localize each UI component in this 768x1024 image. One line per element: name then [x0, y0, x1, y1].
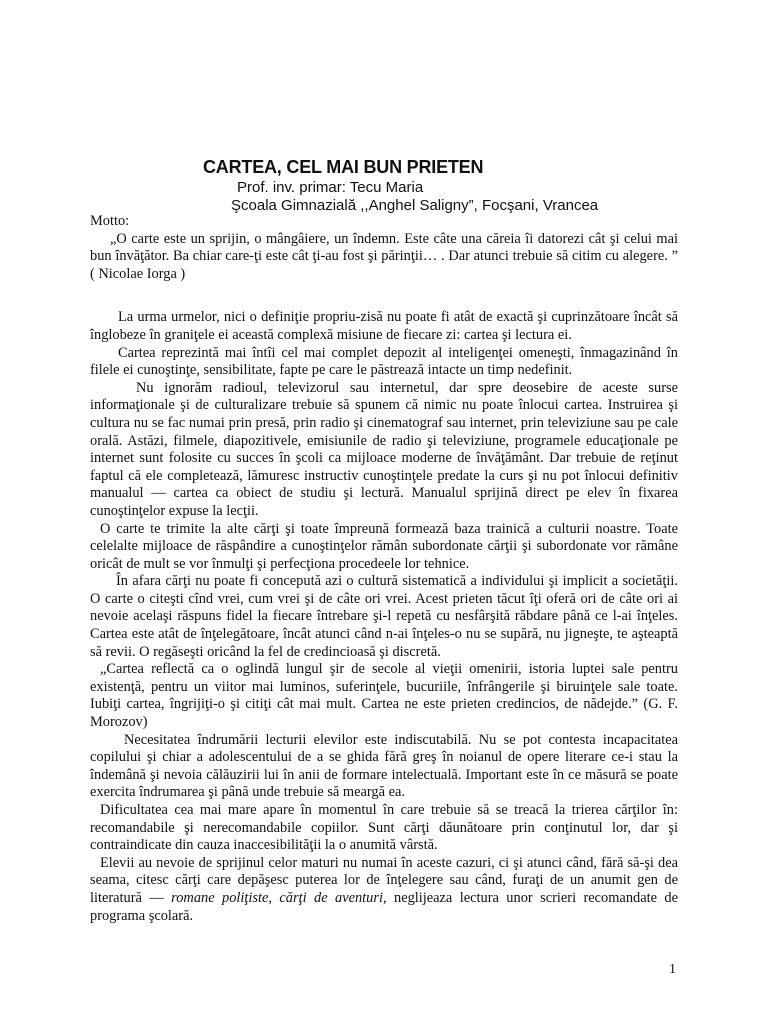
- school-line: Şcoala Gimnazială ,,Anghel Saligny”, Focşani, Vrancea: [231, 197, 599, 214]
- document-title: CARTEA, CEL MAI BUN PRIETEN: [203, 157, 484, 177]
- motto-label: Motto:: [90, 213, 130, 229]
- paragraph: Necesitatea îndrumării lecturii elevilor este indiscutabilă. Nu se pot contesta incapacitatea copilului şi chiar a adolescentului de a se ghida fără greş în noianul de opere literare ce-i stau la îndemână şi nevoia călăuzirii lui în anii de formare intelectuală. Important este în ce măsură se poate exercita îndrumarea şi până unde trebuie să meargă ea.: [90, 731, 678, 801]
- paragraph: Nu ignorăm radioul, televizorul sau internetul, dar spre deosebire de aceste surse informaţionale şi de culturalizare trebuie să spunem că nimic nu poate înlocui cartea. Instruirea şi cultura nu se fac numai prin presă, prin radio şi cinematograf sau internet, prin televiziune sau pe cale orală. Astăzi, filmele, diapozitivele, emisiunile de radio şi televiziune, programele educaţionale pe internet sunt folosite cu succes în şcoli ca mijloace moderne de învăţământ. Dar trebuie de reţinut faptul că ele completează, lămuresc instructiv cunoştinţele predate la curs şi nu pot înlocui definitiv manualul — cartea ca obiect de studiu şi lectură. Manualul sprijină direct pe elev în fixarea cunoştinţelor expuse la lecţii.: [90, 379, 678, 519]
- paragraph-gap: [90, 283, 678, 309]
- paragraph-last-ending: neglijeaza lectura unor scrieri recomandate de programa şcolară.: [90, 889, 678, 924]
- motto-quote: „O carte este un sprijin, o mângâiere, un îndemn. Este câte una căreia îi datorezi cât şi celui mai bun învăţător. Ba chiar care-ţi este cât ţi-au fost şi părinţii… . Dar atunci trebuie să citim cu alegere. ” ( Nicolae Iorga ): [90, 230, 678, 282]
- paragraph: O carte te trimite la alte cărţi şi toate împreună formează baza trainică a culturii noastre. Toate celelalte mijloace de răspândire a cunoştinţelor rămân subordonate cărţii şi subordonate vor rămâne oricât de mult se vor înmulţi şi perfecţiona procedeele lor tehnice.: [90, 520, 678, 572]
- document-body: [90, 213, 678, 925]
- paragraph: Cartea reprezintă mai întîi cel mai complet depozit al inteligenţei omeneşti, înmagazinând în filele ei cunoştinţe, sensibilitate, fapte pe care le păstrează intacte un timp nedefinit.: [90, 344, 678, 379]
- paragraph: Dificultatea cea mai mare apare în momentul în care trebuie să se treacă la trierea cărţilor în: recomandabile şi nerecomandabile copiilor. Sunt cărţi dăunătoare prin conţinutul lor, dar şi contraindicate din cauza inaccesibilităţii la o anumită vârstă.: [90, 802, 678, 854]
- paragraph-last-italic: romane poliţiste, cărţi de aventuri,: [171, 889, 387, 906]
- paragraph: În afara cărţi nu poate fi concepută azi o cultură sistematică a individului şi implicit a societăţii. O carte o citeşti cînd vrei, cum vrei şi de câte ori vrei. Acest prieten tăcut îţi oferă ori de câte ori ai nevoie acelaşi răspuns fidel la fiecare întrebare şi-l repetă cu nesfârşită răbdare până ce l-ai înţeles. Cartea este atât de înţelegătoare, încât atunci când n-ai înţeles-o nu se supără, nu jigneşte, te aşteaptă să revii. O regăseşti oricând la fel de credincioasă şi discretă.: [90, 573, 678, 660]
- paragraph-last: [90, 855, 678, 925]
- page-number: 1: [669, 962, 676, 977]
- paragraph: La urma urmelor, nici o definiţie propriu-zisă nu poate fi atât de exactă şi cuprinzătoare încât să înglobeze în graniţele ei această complexă misiune de fiecare zi: cartea şi lectura ei.: [90, 309, 678, 343]
- author-line: Prof. inv. primar: Tecu Maria: [237, 179, 424, 196]
- paragraph-last-text: Elevii au nevoie de sprijinul celor maturi nu numai în aceste cazuri, ci şi atunci când, fără să-şi dea seama, citesc cărţi care depăşesc puterea lor de înţelegere sau când, furaţi de un anumit gen de literatură —: [90, 854, 678, 906]
- paragraph-quote: „Cartea reflectă ca o oglindă lungul şir de secole al vieţii omenirii, istoria luptei sale pentru existenţă, pentru un viitor mai luminos, suferinţele, bucuriile, înfrângerile şi biruinţele sale toate. Iubiţi cartea, îngrijiţi-o şi citiţi cât mai mult. Cartea ne este prieten credincios, de nădejde.” (G. F. Morozov): [90, 661, 678, 731]
